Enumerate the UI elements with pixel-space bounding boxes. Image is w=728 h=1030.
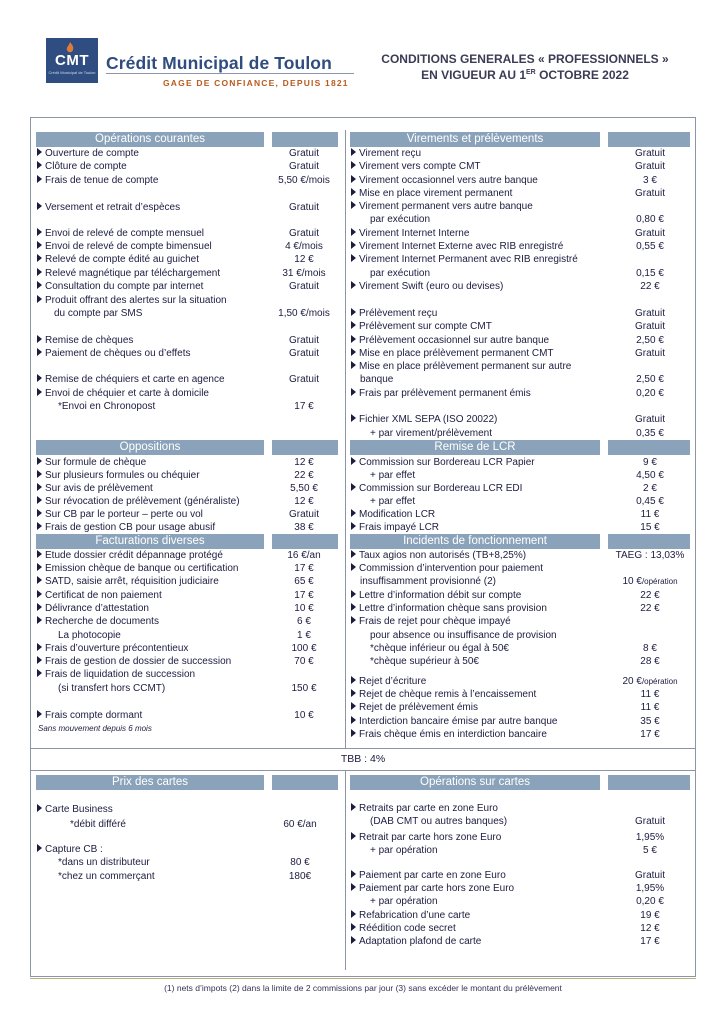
bullet-arrow-icon (37, 161, 42, 169)
bullet-arrow-icon (37, 254, 42, 262)
fee-item-value: Gratuit (288, 335, 319, 346)
fee-item-label: Commission sur Bordereau LCR Papier (351, 456, 535, 469)
bullet-arrow-icon (351, 308, 356, 316)
cmt-logo (46, 38, 98, 83)
bullet-arrow-icon (37, 496, 42, 504)
fee-item-value: Gratuit (634, 348, 665, 359)
fee-item-value: 28 € (640, 656, 660, 667)
bullet-arrow-icon (351, 803, 356, 811)
fee-item-label: Réédition code secret (351, 922, 456, 935)
fee-item-label: Virement occasionnel vers autre banque (351, 174, 538, 187)
fee-item-value: Gratuit (634, 321, 665, 332)
fee-item-label: Virement permanent vers autre banque (351, 200, 533, 213)
fee-item-value: 22 € (640, 590, 660, 601)
fee-item-value: 17 € (640, 936, 660, 947)
bullet-arrow-icon (37, 522, 42, 530)
bullet-arrow-icon (351, 335, 356, 343)
bullet-arrow-icon (351, 522, 356, 530)
fee-item-label: *Envoi en Chronopost (58, 401, 156, 412)
bullet-arrow-icon (351, 883, 356, 891)
fee-item-value: 150 € (291, 683, 317, 694)
fee-item-label: *chèque supérieur à 50€ (370, 656, 479, 667)
fee-item-label: Capture CB : (37, 843, 103, 856)
bullet-arrow-icon (351, 616, 356, 624)
section-remise-lcr: Remise de LCR (350, 440, 600, 455)
fee-item-label: pour absence ou insuffisance de provision (370, 630, 557, 641)
fee-item-label: Refabrication d’une carte (351, 909, 470, 922)
fee-item-value: 17 € (640, 729, 660, 740)
brand-divider (106, 73, 354, 74)
fee-item-label: Frais de gestion CB pour usage abusif (37, 521, 215, 534)
bullet-arrow-icon (351, 689, 356, 697)
fee-item-value: 4,50 € (636, 470, 664, 481)
fee-item-label: (DAB CMT ou autres banques) (370, 816, 508, 827)
fee-item-label: Produit offrant des alertes sur la situation (37, 294, 227, 307)
fee-item-value: 5,50 €/mois (278, 175, 330, 186)
fee-item-value: Gratuit (288, 148, 319, 159)
bullet-arrow-icon (351, 348, 356, 356)
fee-item-value: 2,50 € (636, 335, 664, 346)
fee-item-value: Gratuit (634, 870, 665, 881)
fee-item-label: Envoi de chéquier et carte à domicile (37, 387, 209, 400)
fee-item-value: 10 € (294, 603, 314, 614)
bullet-arrow-icon (37, 374, 42, 382)
fee-item-label: Virement Internet Permanent avec RIB enregistré (351, 253, 578, 266)
bullet-arrow-icon (351, 936, 356, 944)
fee-item-value: 1,95% (635, 883, 665, 894)
bullet-arrow-icon (37, 710, 42, 718)
bullet-arrow-icon (351, 550, 356, 558)
bullet-arrow-icon (351, 161, 356, 169)
bullet-arrow-icon (351, 483, 356, 491)
fee-item-label: Sur révocation de prélèvement (généraliste) (37, 495, 240, 508)
fee-item-label: Frais de rejet pour chèque impayé (351, 615, 511, 628)
section-facturations: Facturations diverses (36, 534, 264, 549)
fee-item-label: Virement reçu (351, 147, 421, 160)
fee-item-label: Retrait par carte hors zone Euro (351, 831, 501, 844)
fee-item-value: Gratuit (634, 816, 665, 827)
bullet-arrow-icon (37, 643, 42, 651)
fee-item-value: 11 € (640, 689, 660, 700)
bullet-arrow-icon (37, 590, 42, 598)
fee-item-label: Paiement par carte en zone Euro (351, 869, 506, 882)
fee-item-label: du compte par SMS (54, 308, 143, 319)
bullet-arrow-icon (351, 175, 356, 183)
fee-item-label: Frais de gestion de dossier de succession (37, 655, 231, 668)
bullet-arrow-icon (37, 669, 42, 677)
fee-item-value: 8 € (643, 643, 657, 654)
fee-item-value: Gratuit (634, 308, 665, 319)
fee-item-value: Gratuit (288, 228, 319, 239)
page-header (0, 0, 728, 110)
fee-item-label: Clôture de compte (37, 160, 127, 173)
fee-item-value: 0,45 € (636, 496, 664, 507)
bullet-arrow-icon (37, 335, 42, 343)
center-divider-cards (345, 770, 346, 970)
fee-item-value: 1 € (297, 630, 311, 641)
fee-item-label: + par opération (370, 896, 438, 907)
fee-item-value: Gratuit (634, 148, 665, 159)
band-incidents-value (608, 534, 690, 549)
bullet-arrow-icon (351, 457, 356, 465)
bullet-arrow-icon (37, 457, 42, 465)
fee-item-value: 9 € (643, 457, 657, 468)
fee-item-label: Commission d’intervention pour paiement (351, 562, 543, 575)
fee-item-label: Paiement de chèques ou d’effets (37, 347, 190, 360)
fee-item-value: 16 €/an (287, 550, 321, 561)
bullet-arrow-icon (351, 590, 356, 598)
fee-item-value: 0,55 € (636, 241, 664, 252)
bullet-arrow-icon (351, 509, 356, 517)
fee-item-label: Virement Swift (euro ou devises) (351, 280, 503, 293)
bullet-arrow-icon (37, 804, 42, 812)
fee-item-value: 31 €/mois (282, 268, 326, 279)
fee-item-value: 0,20 € (636, 388, 664, 399)
bullet-arrow-icon (351, 388, 356, 396)
fee-item-label: Retraits par carte en zone Euro (351, 802, 498, 815)
fee-item-value: 5,50 € (290, 483, 318, 494)
fee-item-value: 100 € (291, 643, 317, 654)
section-incidents: Incidents de fonctionnement (350, 534, 600, 549)
fee-item-value: Gratuit (634, 414, 665, 425)
bullet-arrow-icon (351, 870, 356, 878)
bullet-arrow-icon (37, 656, 42, 664)
fee-item-label: Ouverture de compte (37, 147, 139, 160)
fee-item-label: par exécution (370, 268, 431, 279)
fee-item-label: (si transfert hors CCMT) (58, 683, 166, 694)
fee-item-value: 19 € (640, 910, 660, 921)
fee-item-value: 0,15 € (636, 268, 664, 279)
fee-item-value: 22 € (294, 470, 314, 481)
dormant-note: Sans mouvement depuis 6 mois (38, 724, 152, 733)
section-operations-courantes: Opérations courantes (36, 132, 264, 147)
fee-item-label: + par opération (370, 845, 438, 856)
fee-item-label: Frais de liquidation de succession (37, 668, 195, 681)
fee-item-label: Adaptation plafond de carte (351, 935, 481, 948)
fee-item-label: Commission sur Bordereau LCR EDI (351, 482, 522, 495)
fee-item-label: *débit différé (70, 819, 126, 830)
document-title (360, 52, 690, 82)
fee-item-value: 2 € (643, 483, 657, 494)
bullet-arrow-icon (37, 470, 42, 478)
bullet-arrow-icon (351, 321, 356, 329)
fee-item-label: Prélèvement reçu (351, 307, 437, 320)
fee-item-label: Certificat de non paiement (37, 589, 162, 602)
fee-item-label: + par virement/prélèvement (370, 428, 493, 439)
bullet-arrow-icon (351, 241, 356, 249)
fee-item-label: Etude dossier crédit dépannage protégé (37, 549, 223, 562)
bullet-arrow-icon (37, 844, 42, 852)
fee-item-label: Carte Business (37, 803, 113, 816)
fee-item-label: Lettre d’information chèque sans provision (351, 602, 547, 615)
brand-tagline: GAGE DE CONFIANCE, DEPUIS 1821 (163, 78, 349, 88)
bullet-arrow-icon (37, 295, 42, 303)
fee-item-label: Taux agios non autorisés (TB+8,25%) (351, 549, 526, 562)
fee-item-value: 22 € (640, 281, 660, 292)
bullet-arrow-icon (351, 254, 356, 262)
center-divider (345, 130, 346, 748)
fee-item-value: 17 € (294, 563, 314, 574)
fee-item-value: 4 €/mois (285, 241, 323, 252)
bullet-arrow-icon (351, 910, 356, 918)
bullet-arrow-icon (351, 729, 356, 737)
fee-item-label: Mise en place prélèvement permanent sur autre (351, 360, 571, 373)
fee-item-value: 1,95% (635, 832, 665, 843)
bullet-arrow-icon (351, 361, 356, 369)
bullet-arrow-icon (37, 603, 42, 611)
fee-item-label: Versement et retrait d’espèces (37, 201, 180, 214)
fee-item-label: Remise de chéquiers et carte en agence (37, 373, 225, 386)
fee-item-label: Relevé magnétique par téléchargement (37, 267, 220, 280)
fee-item-value: 22 € (640, 603, 660, 614)
logo-subtext: Crédit Municipal de Toulon (48, 70, 96, 75)
tbb-rate: TBB : 4% (340, 753, 386, 765)
fee-item-value: Gratuit (288, 509, 319, 520)
bullet-arrow-icon (37, 576, 42, 584)
fee-item-value: 80 € (290, 857, 310, 868)
bullet-arrow-icon (351, 414, 356, 422)
fee-item-value: 35 € (640, 716, 660, 727)
fee-item-label: Virement Internet Interne (351, 227, 469, 240)
fee-item-label: Sur plusieurs formules ou chéquier (37, 469, 200, 482)
fee-item-label: Modification LCR (351, 508, 435, 521)
fee-item-value: 180€ (288, 871, 312, 882)
flame-icon (64, 42, 76, 54)
fee-item-label: Délivrance d’attestation (37, 602, 149, 615)
bullet-arrow-icon (37, 241, 42, 249)
bullet-arrow-icon (37, 509, 42, 517)
bullet-arrow-icon (351, 148, 356, 156)
bullet-arrow-icon (351, 228, 356, 236)
band-lcr-value (608, 440, 690, 455)
fee-item-value: Gratuit (634, 188, 665, 199)
bullet-arrow-icon (37, 268, 42, 276)
bullet-arrow-icon (37, 202, 42, 210)
fee-item-label: Consultation du compte par internet (37, 280, 203, 293)
fee-item-value: 11 € (640, 702, 660, 713)
bullet-arrow-icon (37, 175, 42, 183)
fee-item-value: 20 €/opération (622, 676, 678, 687)
fee-item-value: 38 € (294, 522, 314, 533)
fee-item-value: 12 € (294, 496, 314, 507)
band-oppositions-value (272, 440, 338, 455)
fee-item-value: 3 € (643, 175, 657, 186)
fee-item-label: Fichier XML SEPA (ISO 20022) (351, 413, 497, 426)
fee-item-value: 70 € (294, 656, 314, 667)
fee-item-label: Frais compte dormant (37, 709, 142, 722)
fee-item-label: Frais chèque émis en interdiction bancaire (351, 728, 547, 741)
bullet-arrow-icon (351, 923, 356, 931)
fee-item-label: Mise en place prélèvement permanent CMT (351, 347, 554, 360)
fee-item-label: Frais d’ouverture précontentieux (37, 642, 188, 655)
fee-item-label: + par effet (370, 470, 416, 481)
footnotes: (1) nets d’impots (2) dans la limite de 2 commissions par jour (3) sans excéder le montant du prélèvement (164, 983, 562, 993)
bullet-arrow-icon (37, 563, 42, 571)
section-oppositions: Oppositions (36, 440, 264, 455)
brand-name: Crédit Municipal de Toulon (106, 53, 332, 73)
fee-item-label: Envoi de relevé de compte bimensuel (37, 240, 212, 253)
bullet-arrow-icon (351, 603, 356, 611)
fee-item-label: Frais par prélèvement permanent émis (351, 387, 531, 400)
fee-item-label: *chez un commerçant (58, 871, 155, 882)
fee-item-label: Virement vers compte CMT (351, 160, 481, 173)
fee-item-label: SATD, saisie arrêt, réquisition judiciaire (37, 575, 219, 588)
fee-item-label: Recherche de documents (37, 615, 159, 628)
bullet-arrow-icon (37, 483, 42, 491)
fee-item-label: Relevé de compte édité au guichet (37, 253, 199, 266)
fee-item-label: Frais impayé LCR (351, 521, 439, 534)
fee-item-label: Frais de tenue de compte (37, 174, 158, 187)
fee-item-label: banque (360, 374, 394, 385)
bullet-arrow-icon (37, 228, 42, 236)
fee-item-label: Mise en place virement permanent (351, 187, 512, 200)
fee-item-label: + par effet (370, 496, 416, 507)
bullet-arrow-icon (351, 281, 356, 289)
bullet-arrow-icon (37, 388, 42, 396)
fee-item-label: Sur avis de prélèvement (37, 482, 153, 495)
fee-item-value: 17 € (294, 590, 314, 601)
fee-item-value: 5 € (643, 845, 657, 856)
fee-item-value: 12 € (640, 923, 660, 934)
fee-item-value: Gratuit (288, 281, 319, 292)
band-prix-value (272, 775, 338, 790)
bullet-arrow-icon (351, 563, 356, 571)
bullet-arrow-icon (351, 716, 356, 724)
fee-item-value: 15 € (640, 522, 660, 533)
fee-item-label: *dans un distributeur (58, 857, 150, 868)
footer-rule (30, 978, 696, 979)
fee-item-label: Remise de chèques (37, 334, 133, 347)
band-operations-value (272, 132, 338, 147)
title-line-2: EN VIGUEUR AU 1ER OCTOBRE 2022 (421, 68, 629, 82)
fee-item-label: Rejet de prélèvement émis (351, 701, 478, 714)
fee-item-value: 10 € (294, 710, 314, 721)
fee-item-label: par exécution (370, 214, 431, 225)
fee-item-value: 12 € (294, 254, 314, 265)
bullet-arrow-icon (351, 702, 356, 710)
fee-item-label: Rejet de chèque remis à l’encaissement (351, 688, 536, 701)
fee-item-value: 0,80 € (636, 214, 664, 225)
fee-item-label: Envoi de relevé de compte mensuel (37, 227, 204, 240)
band-facturations-value (272, 534, 338, 549)
fee-item-value: 0,35 € (636, 428, 664, 439)
fee-item-label: Virement Internet Externe avec RIB enregistré (351, 240, 563, 253)
fee-item-value: Gratuit (288, 374, 319, 385)
fee-item-label: Prélèvement sur compte CMT (351, 320, 492, 333)
fee-item-value: 17 € (294, 401, 314, 412)
bullet-arrow-icon (351, 188, 356, 196)
fee-item-label: *chèque inférieur ou égal à 50€ (370, 643, 509, 654)
band-cartes-value (608, 775, 690, 790)
fee-item-value: 1,50 €/mois (278, 308, 330, 319)
bullet-arrow-icon (37, 616, 42, 624)
title-line-1: CONDITIONS GENERALES « PROFESSIONNELS » (381, 52, 669, 66)
bullet-arrow-icon (37, 281, 42, 289)
fee-item-label: Sur CB par le porteur – perte ou vol (37, 508, 203, 521)
fee-item-value: 6 € (297, 616, 311, 627)
fee-item-value: 65 € (294, 576, 314, 587)
bullet-arrow-icon (37, 348, 42, 356)
logo-text: CMT (55, 52, 89, 69)
tbb-rule-bottom (30, 770, 696, 771)
fee-item-value: Gratuit (634, 228, 665, 239)
fee-item-label: Prélèvement occasionnel sur autre banque (351, 334, 549, 347)
fee-item-value: 10 €/opération (622, 576, 678, 587)
fee-item-value: 11 € (640, 509, 660, 520)
fee-item-label: La photocopie (58, 630, 121, 641)
fee-item-label: Sur formule de chèque (37, 456, 146, 469)
fee-item-value: Gratuit (288, 202, 319, 213)
section-operations-cartes: Opérations sur cartes (350, 775, 600, 790)
fee-item-value: TAEG : 13,03% (615, 550, 685, 561)
fee-item-value: 12 € (294, 457, 314, 468)
fee-item-label: Lettre d’information débit sur compte (351, 589, 521, 602)
bullet-arrow-icon (351, 832, 356, 840)
section-virements: Virements et prélèvements (350, 132, 600, 147)
fee-item-label: Interdiction bancaire émise par autre banque (351, 715, 557, 728)
bullet-arrow-icon (351, 201, 356, 209)
fee-item-label: Rejet d’écriture (351, 675, 426, 688)
fee-item-value: 60 €/an (283, 819, 317, 830)
fee-item-value: Gratuit (288, 348, 319, 359)
bullet-arrow-icon (37, 550, 42, 558)
bullet-arrow-icon (37, 148, 42, 156)
band-virements-value (608, 132, 690, 147)
fee-item-label: Paiement par carte hors zone Euro (351, 882, 514, 895)
fee-item-value: Gratuit (634, 161, 665, 172)
section-prix-cartes: Prix des cartes (36, 775, 264, 790)
fee-item-label: insuffisamment provisionné (2) (360, 576, 496, 587)
fee-item-value: Gratuit (288, 161, 319, 172)
fee-item-value: 0,20 € (636, 896, 664, 907)
bullet-arrow-icon (351, 676, 356, 684)
fee-item-value: 2,50 € (636, 374, 664, 385)
fee-item-label: Emission chèque de banque ou certification (37, 562, 238, 575)
